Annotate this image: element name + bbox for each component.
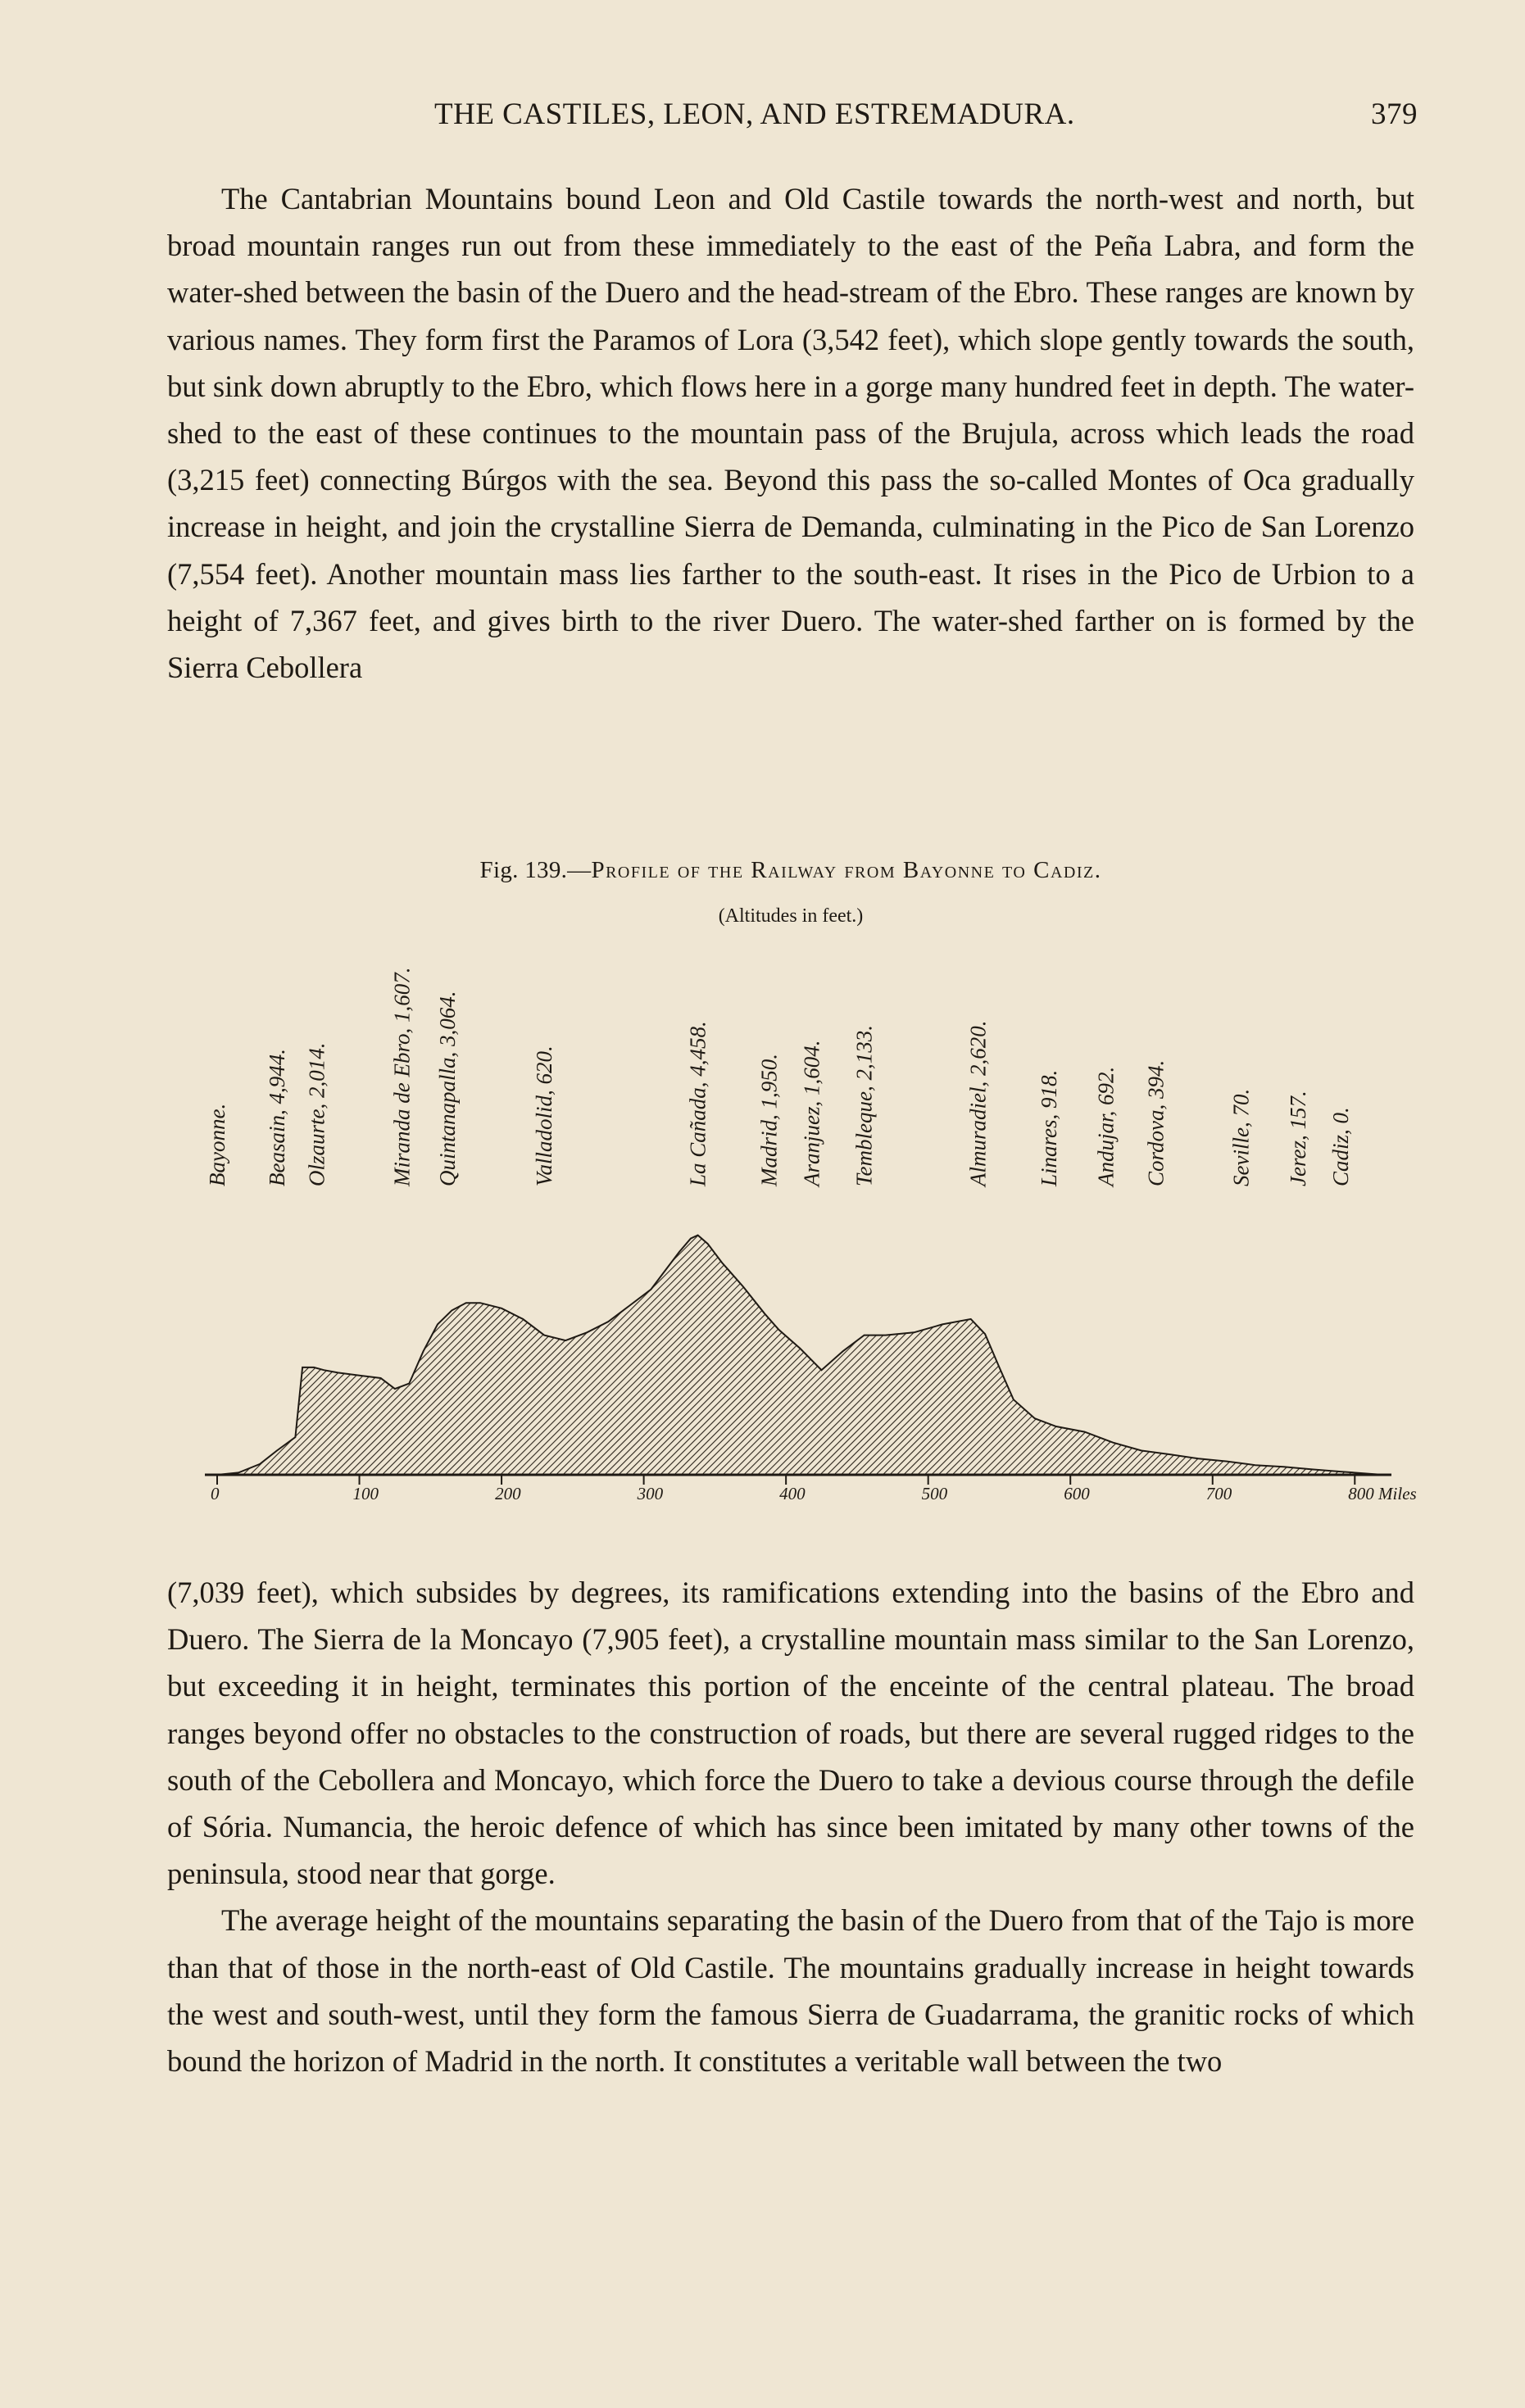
station-label: La Cañada, 4,458. <box>685 1021 710 1186</box>
station-label: Jerez, 157. <box>1285 1091 1310 1186</box>
profile-area <box>217 1236 1383 1475</box>
mile-tick-label: 100 <box>352 1484 379 1503</box>
paragraph-1: The Cantabrian Mountains bound Leon and Old Castile towards the north-west and north, but broad mountain ranges run out from these immediately to the east of the Peña Labra, and form the water-shed between the basin of the Duero and the head-stream of the Ebro. These ranges are known by various names. They form first the Paramos of Lora (3,542 feet), which slope gently towards the south, but sink down abruptly to the Ebro, which flows here in a gorge many hundred feet in depth. The water-shed to the east of these continues to the mountain pass of the Brujula, across which leads the road (3,215 feet) connecting Búrgos with the sea. Beyond this pass the so-called Montes of Oca gradually increase in height, and join the crystalline Sierra de Demanda, culminating in the Pico de San Lorenzo (7,554 feet). Another mountain mass lies farther to the south-east. It rises in the Pico de Urbion to a height of 7,367 feet, and gives birth to the river Duero. The water-shed farther on is formed by the Sierra Cebollera <box>167 182 1414 685</box>
page-number: 379 <box>1371 97 1418 131</box>
station-label: Andujar, 692. <box>1093 1066 1119 1186</box>
paragraph-2: (7,039 feet), which subsides by degrees, its ramifications extending into the basins of the Ebro and Duero. The Sierra de la Moncayo (7,905 feet), a crystalline mountain mass similar to the San Lorenzo, but exceeding it in height, terminates this portion of the enceinte of the central plateau. The broad ranges beyond offer no obstacles to the construction of roads, but there are several rugged ridges to the south of the Cebollera and Moncayo, which force the Duero to take a devious course through the defile of Sória. Numancia, the heroic defence of which has since been imitated by many other towns of the peninsula, stood near that gorge. <box>167 1576 1414 1891</box>
station-label: Quintanapalla, 3,064. <box>435 991 461 1186</box>
mile-tick-label: 0 <box>211 1484 220 1503</box>
paragraph-3: The average height of the mountains separating the basin of the Duero from that of the Tajo is more than that of those in the north-east of Old Castile. The mountains gradually increase in height towards the west and south-west, until they form the famous Sierra de Guadarrama, the granitic rocks of which bound the horizon of Madrid in the north. It constitutes a veritable wall between the two <box>167 1903 1414 2079</box>
chart-layer <box>205 968 1417 1503</box>
mile-tick-label: 200 <box>495 1484 521 1503</box>
station-label: Valladolid, 620. <box>532 1045 557 1186</box>
figure-subcaption: (Altitudes in feet.) <box>718 905 864 927</box>
figure-number: Fig. 139.— <box>479 857 592 883</box>
station-label: Cordova, 394. <box>1143 1059 1169 1186</box>
station-label: Bayonne. <box>205 1103 229 1186</box>
station-label: Aranjuez, 1,604. <box>799 1040 824 1186</box>
body-text-bottom <box>167 1569 1414 2084</box>
mile-tick-label: 400 <box>779 1484 806 1503</box>
station-label: Madrid, 1,950. <box>756 1054 782 1186</box>
mile-tick-label: 800 Miles <box>1348 1484 1417 1503</box>
station-label: Miranda de Ebro, 1,607. <box>389 967 415 1186</box>
mile-tick-label: 600 <box>1064 1484 1090 1503</box>
figure-title: Profile of the Railway from Bayonne to Cadiz. <box>591 857 1102 883</box>
station-label: Seville, 70. <box>1228 1088 1254 1186</box>
station-label: Cadiz, 0. <box>1328 1107 1353 1186</box>
running-head-title: THE CASTILES, LEON, AND ESTREMADURA. <box>434 97 1075 131</box>
mile-tick-label: 300 <box>637 1484 664 1503</box>
station-label: Almuradiel, 2,620. <box>965 1020 991 1186</box>
station-label: Olzaurte, 2,014. <box>304 1042 329 1186</box>
mile-tick-label: 700 <box>1205 1484 1232 1503</box>
mile-tick-label: 500 <box>921 1484 948 1503</box>
station-label: Beasain, 4,944. <box>264 1049 289 1186</box>
station-label: Linares, 918. <box>1037 1069 1062 1186</box>
station-label: Tembleque, 2,133. <box>851 1025 877 1186</box>
